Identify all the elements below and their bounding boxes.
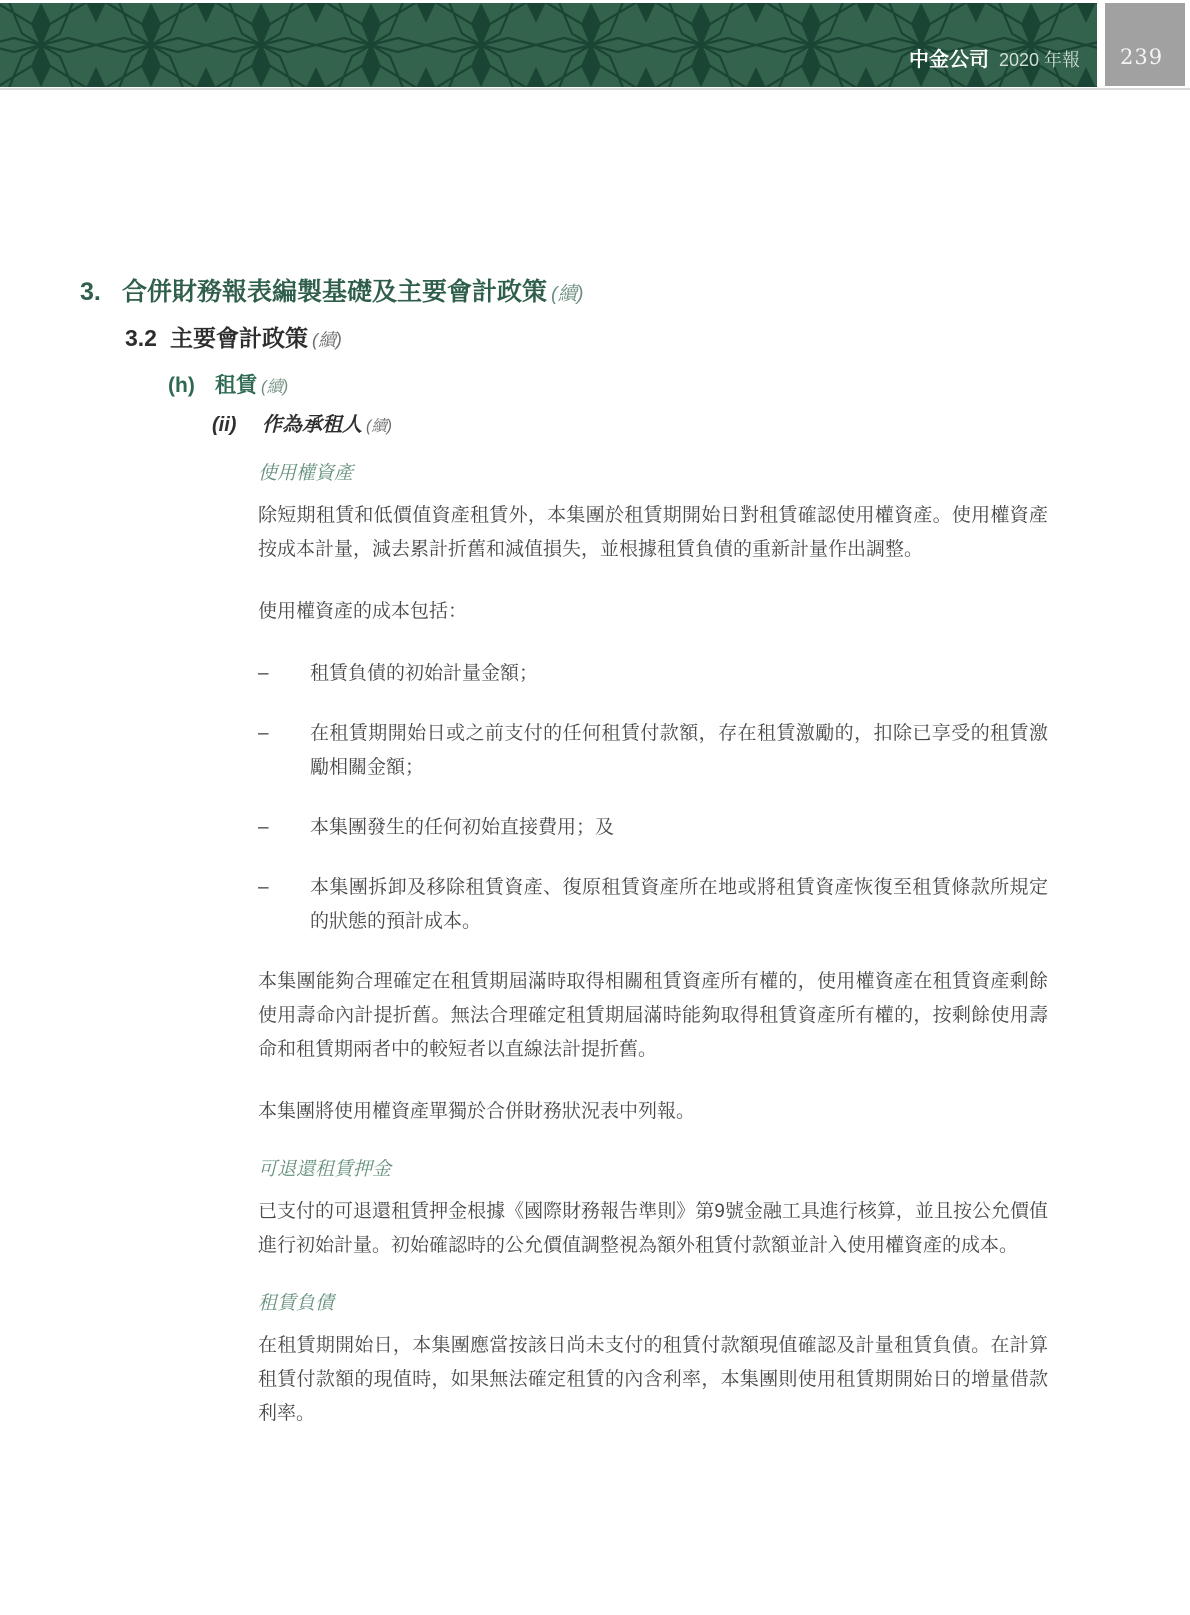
paragraph: 除短期租賃和低價值資產租賃外，本集團於租賃期開始日對租賃確認使用權資產。使用權資產按成本計量，減去累計折舊和減值損失，並根據租賃負債的重新計量作出調整。 — [258, 505, 1048, 560]
subheading-right-of-use-assets: 使用權資產 — [258, 463, 354, 484]
subitem-title: 作為承租人 — [262, 414, 362, 436]
page-number-badge — [1105, 3, 1185, 86]
body-column — [258, 461, 1048, 1431]
subsection-heading — [125, 323, 1055, 356]
subsection-number: 3.2 — [125, 325, 157, 351]
section-heading — [80, 275, 1055, 311]
item-heading-leases — [168, 372, 1055, 401]
paragraph: 已支付的可退還租賃押金根據《國際財務報告準則》第9號金融工具進行核算，並且按公允價值進行初始計量。初始確認時的公允價值調整視為額外租賃付款額並計入使用權資產的成本。 — [258, 1201, 1048, 1256]
continued-mark: (續) — [312, 330, 342, 350]
header-divider — [0, 88, 1190, 90]
paragraph: 在租賃期開始日，本集團應當按該日尚未支付的租賃付款額現值確認及計量租賃負債。在計算租賃付款額的現值時，如果無法確定租賃的內含利率，本集團則使用租賃期開始日的增量借款利率。 — [258, 1335, 1048, 1424]
header-band — [0, 3, 1097, 87]
section-title: 合併財務報表編製基礎及主要會計政策 — [122, 278, 548, 306]
report-year: 2020 年報 — [998, 50, 1080, 70]
list-item — [258, 871, 1048, 939]
document-body — [80, 275, 1055, 1459]
bullet-text: 本集團發生的任何初始直接費用；及 — [310, 817, 615, 838]
subitem-heading-as-lessee — [212, 412, 1055, 440]
header-caption — [909, 43, 1080, 72]
company-name: 中金公司 — [908, 49, 989, 71]
subitem-title-wrap — [262, 412, 392, 440]
subheading-refundable-deposits: 可退還租賃押金 — [258, 1159, 392, 1180]
item-title: 租賃 — [215, 374, 257, 397]
continued-mark: (續) — [366, 418, 392, 435]
subsection-title: 主要會計政策 — [170, 325, 308, 351]
page-number: 239 — [1120, 45, 1164, 69]
subitem-number: (ii) — [212, 414, 237, 436]
paragraph: 本集團將使用權資產單獨於合併財務狀況表中列報。 — [258, 1101, 696, 1122]
paragraph: 本集團能夠合理確定在租賃期屆滿時取得相關租賃資產所有權的，使用權資產在租賃資產剩餘使用壽命內計提折舊。無法合理確定租賃期屆滿時能夠取得租賃資產所有權的，按剩餘使用壽命和租賃期兩者中的較短者以直線法計提折舊。 — [258, 971, 1048, 1060]
bullet-text: 本集團拆卸及移除租賃資產、復原租賃資產所在地或將租賃資產恢復至租賃條款所規定的狀態的預計成本。 — [310, 877, 1048, 932]
subsection-title-wrap — [170, 323, 342, 356]
bullet-dash: – — [258, 663, 269, 684]
continued-mark: (續) — [261, 378, 289, 396]
bullet-text: 租賃負債的初始計量金額； — [310, 663, 539, 684]
bullet-dash: – — [258, 877, 269, 898]
section-number: 3. — [80, 278, 101, 306]
paragraph-cost-includes: 使用權資產的成本包括： — [258, 601, 468, 622]
bullet-text: 在租賃期開始日或之前支付的任何租賃付款額，存在租賃激勵的，扣除已享受的租賃激勵相關金額； — [310, 723, 1048, 778]
bullet-dash: – — [258, 817, 269, 838]
item-title-wrap — [215, 372, 288, 401]
list-item — [258, 657, 1048, 691]
list-item — [258, 811, 1048, 845]
subheading-lease-liabilities: 租賃負債 — [258, 1293, 335, 1314]
continued-mark: (續) — [551, 283, 584, 305]
item-letter: (h) — [168, 374, 195, 397]
bullet-dash: – — [258, 723, 269, 744]
list-item — [258, 717, 1048, 785]
section-title-wrap — [122, 275, 584, 311]
